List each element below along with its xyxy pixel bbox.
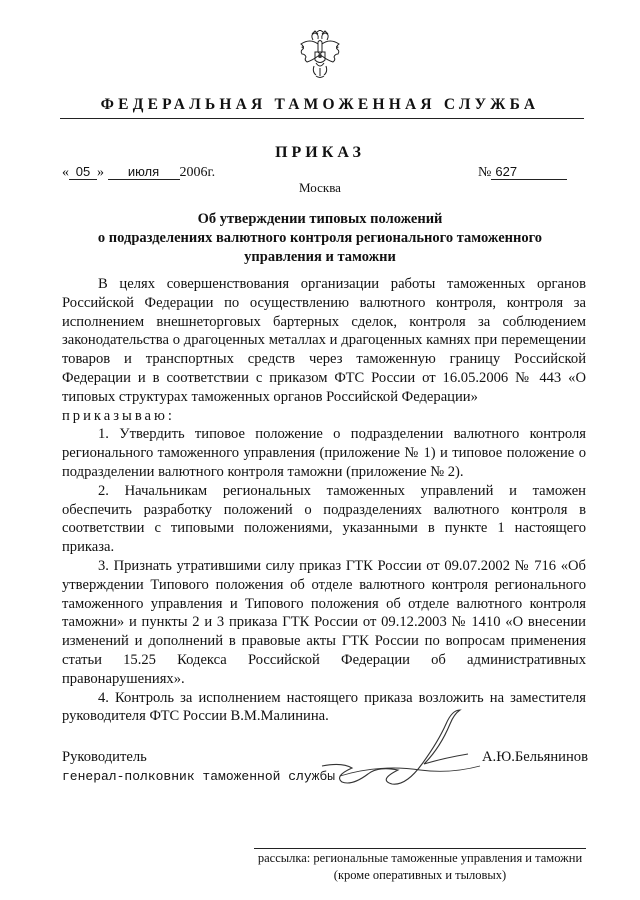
signatory-rank: генерал-полковник таможенной службы	[62, 769, 336, 784]
double-headed-eagle-emblem-icon	[298, 30, 342, 80]
number-prefix: №	[478, 165, 492, 180]
city: Москва	[299, 180, 341, 195]
order-item-3: 3. Признать утратившими силу приказ ГТК России от 09.07.2002 № 716 «Об утверждении Типового положения об отделе валютного контроля регионального таможенного управления и Типового положения об отделе валютного контроля таможни» и пункты 2 и 3 приказа ГТК России от 09.12.2003 № 1410 «О внесении изменений и дополнений в правовые акты ГТК России по вопросам применения статьи 15.25 Кодекса Российской Федерации об административных правонарушениях».	[62, 557, 586, 687]
subject-line: управления и таможни	[244, 249, 396, 265]
distribution-list	[254, 850, 586, 884]
distribution-divider	[254, 848, 586, 849]
date-open-quote: «	[62, 165, 69, 180]
number-value: 627	[491, 164, 567, 180]
date-year: 2006г.	[179, 165, 216, 180]
distribution-line: рассылка: региональные таможенные управления и таможни	[257, 851, 583, 865]
order-item-1: 1. Утвердить типовое положение о подразделении валютного контроля регионального таможенного управления (приложение № 1) и типовое положение о подразделении валютного контроля таможни (приложение № 2).	[62, 426, 586, 480]
date-month: июля	[108, 164, 180, 180]
agency-name: ФЕДЕРАЛЬНАЯ ТАМОЖЕННАЯ СЛУЖБА	[100, 96, 540, 113]
date-close-quote: »	[97, 165, 104, 180]
order-subject	[70, 210, 570, 267]
signatory-name: А.Ю.Бельянинов	[482, 749, 588, 765]
order-body	[62, 275, 586, 726]
order-item-4: 4. Контроль за исполнением настоящего приказа возложить на заместителя руководителя ФТС России В.М.Малинина.	[62, 689, 586, 725]
order-word: приказываю:	[62, 407, 175, 424]
order-item-2: 2. Начальникам региональных таможенных управлений и таможен обеспечить разработку положений о подразделениях валютного контроля в соответствии с типовыми положениями, указанными в пункте 1 настоящего приказа.	[62, 482, 586, 556]
distribution-line: (кроме оперативных и тыловых)	[333, 868, 507, 882]
order-title: ПРИКАЗ	[275, 144, 365, 161]
order-number	[478, 164, 567, 181]
header-divider	[60, 118, 584, 119]
signatory-position: Руководитель	[62, 749, 147, 765]
subject-line: Об утверждении типовых положений	[197, 211, 443, 227]
handwritten-signature	[320, 706, 500, 790]
preamble-paragraph: В целях совершенствования организации работы таможенных органов Российской Федерации по осуществлению валютного контроля, контроля за исполнением внешнеторговых бартерных сделок, контроля за соблюдением законодательства о драгоценных металлах и драгоценных камнях при перемещении товаров и транспортных средств через таможенную границу Российской Федерации и в соответствии с приказом ФТС России от 16.05.2006 № 443 «О типовых структурах таможенных органов Российской Федерации»	[62, 276, 586, 405]
order-date	[62, 164, 215, 181]
subject-line: о подразделениях валютного контроля регионального таможенного	[97, 230, 543, 246]
date-day: 05	[69, 164, 97, 180]
